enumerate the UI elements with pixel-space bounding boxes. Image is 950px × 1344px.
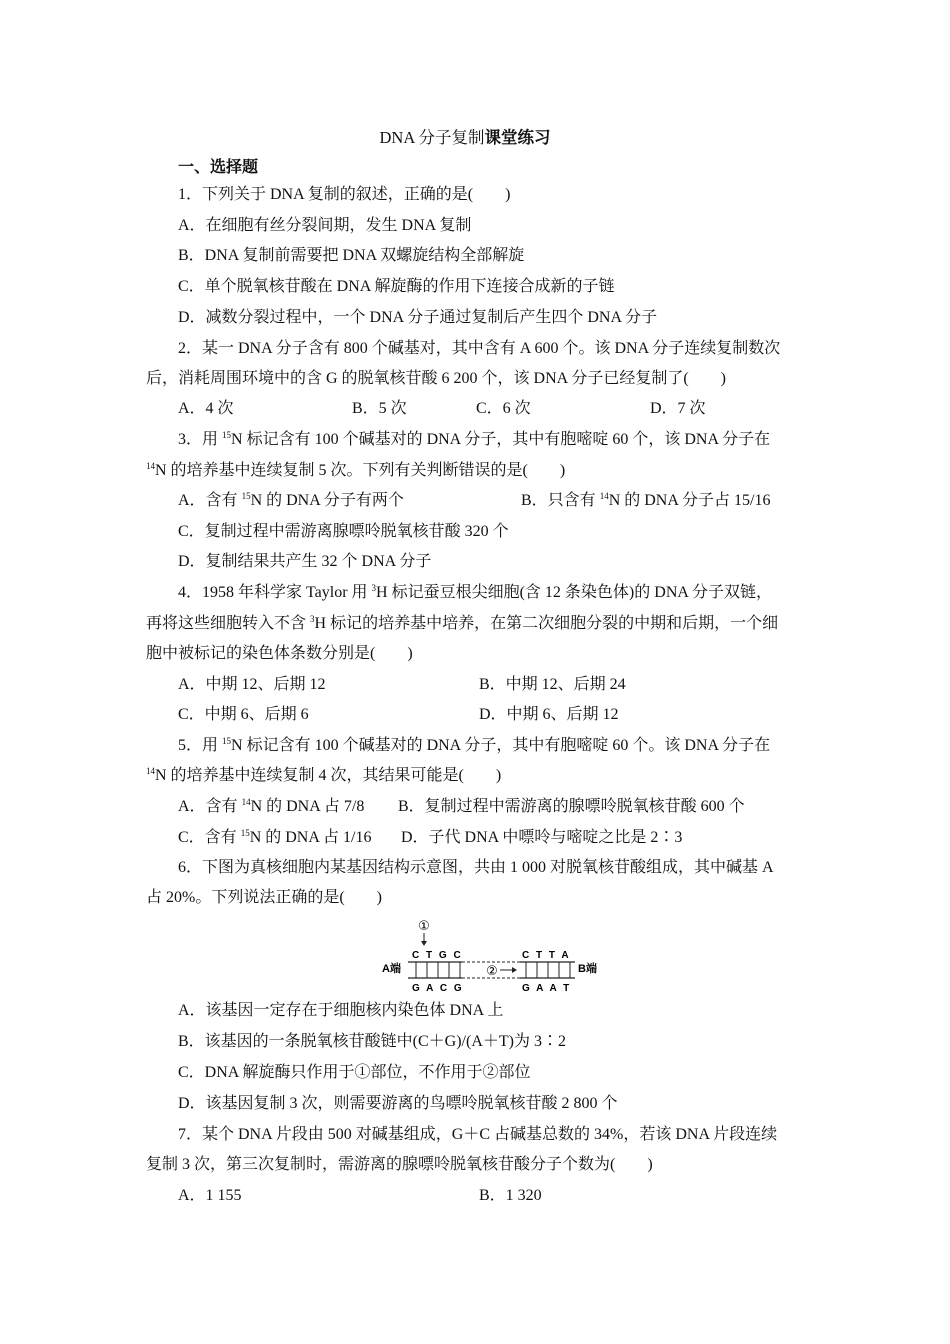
- q3-stem-line1: 3．用 $^{15}$N 标记含有 100 个碱基对的 DNA 分子，其中有胞嘧啶 60 个，该 DNA 分子在: [178, 430, 771, 448]
- q1-stem: 1．下列关于 DNA 复制的叙述，正确的是( ): [178, 186, 511, 203]
- q4-option-d: D．中期 6、后期 12: [479, 706, 619, 723]
- q6-option-d: D．该基因复制 3 次，则需要游离的鸟嘌呤脱氧核苷酸 2 800 个: [178, 1095, 618, 1112]
- top-strand-left-bases: C T G C: [412, 950, 463, 961]
- bottom-strand-right-bases: G A A T: [522, 983, 572, 994]
- q4-option-c: C．中期 6、后期 6: [178, 706, 309, 723]
- q5-option-d: D．子代 DNA 中嘌呤与嘧啶之比是 2∶3: [401, 829, 683, 846]
- q5-option-a: A．含有 $^{14}$N 的 DNA 占 7/8: [178, 797, 365, 815]
- gene-structure-diagram: [380, 916, 605, 994]
- q2-option-d: D．7 次: [650, 400, 706, 417]
- q2-option-a: A．4 次: [178, 400, 234, 417]
- bottom-strand-left-bases: G A C G: [412, 983, 464, 994]
- title-bold: 课堂练习: [484, 128, 551, 147]
- q6-stem-line2: 占 20%。下列说法正确的是( ): [146, 889, 382, 906]
- q5-stem-line2: $^{14}$N 的培养基中连续复制 4 次，其结果可能是( ): [146, 766, 502, 784]
- q7-stem-line1: 7．某个 DNA 片段由 500 对碱基组成，G＋C 占碱基总数的 34%，若该 DNA 片段连续: [178, 1126, 778, 1143]
- q1-option-d: D．减数分裂过程中，一个 DNA 分子通过复制后产生四个 DNA 分子: [178, 309, 658, 326]
- q5-option-c: C．含有 $^{15}$N 的 DNA 占 1/16: [178, 828, 372, 846]
- end-a-label: A端: [382, 963, 401, 975]
- marker-1-label: ①: [418, 918, 430, 933]
- q6-option-b: B．该基因的一条脱氧核苷酸链中(C＋G)/(A＋T)为 3∶2: [178, 1033, 566, 1050]
- q2-option-c: C．6 次: [476, 400, 531, 417]
- q7-stem-line2: 复制 3 次，第三次复制时，需游离的腺嘌呤脱氧核苷酸分子个数为( ): [146, 1156, 653, 1173]
- q2-stem-line2: 后，消耗周围环境中的含 G 的脱氧核苷酸 6 200 个，该 DNA 分子已经复制了( ): [146, 370, 726, 387]
- q2-option-b: B．5 次: [352, 400, 407, 417]
- q6-option-a: A．该基因一定存在于细胞核内染色体 DNA 上: [178, 1002, 504, 1019]
- section-heading: 一、选择题: [178, 159, 259, 176]
- q3-option-a: A．含有 $^{15}$N 的 DNA 分子有两个: [178, 491, 404, 509]
- q4-option-b: B．中期 12、后期 24: [479, 676, 626, 693]
- q1-option-a: A．在细胞有丝分裂间期，发生 DNA 复制: [178, 217, 472, 234]
- q6-stem-line1: 6．下图为真核细胞内某基因结构示意图，共由 1 000 对脱氧核苷酸组成，其中碱基 A: [178, 859, 774, 876]
- q3-option-c: C．复制过程中需游离腺嘌呤脱氧核苷酸 320 个: [178, 523, 509, 540]
- q4-stem-line3: 胞中被标记的染色体条数分别是( ): [146, 645, 413, 662]
- marker-2-label: ②: [486, 963, 498, 978]
- q7-option-b: B．1 320: [479, 1187, 542, 1204]
- top-strand-right-bases: C T T A: [522, 950, 571, 961]
- q4-stem-line2: 再将这些细胞转入不含 $^3$H 标记的培养基中培养，在第二次细胞分裂的中期和后期，一个细: [146, 614, 779, 632]
- q1-option-c: C．单个脱氧核苷酸在 DNA 解旋酶的作用下连接合成新的子链: [178, 278, 615, 295]
- q2-stem-line1: 2．某一 DNA 分子含有 800 个碱基对，其中含有 A 600 个。该 DNA 分子连续复制数次: [178, 340, 781, 357]
- q1-option-b: B．DNA 复制前需要把 DNA 双螺旋结构全部解旋: [178, 247, 525, 264]
- q6-option-c: C．DNA 解旋酶只作用于①部位，不作用于②部位: [178, 1064, 531, 1081]
- q5-option-b: B．复制过程中需游离的腺嘌呤脱氧核苷酸 600 个: [398, 798, 745, 815]
- title-plain: DNA 分子复制: [379, 128, 485, 147]
- q4-stem-line1: 4．1958 年科学家 Taylor 用 $^3$H 标记蚕豆根尖细胞(含 12 条染色体)的 DNA 分子双链，: [178, 583, 773, 601]
- page-title: [0, 124, 930, 148]
- q7-option-a: A．1 155: [178, 1187, 242, 1204]
- q5-stem-line1: 5．用 $^{15}$N 标记含有 100 个碱基对的 DNA 分子，其中有胞嘧啶 60 个。该 DNA 分子在: [178, 736, 771, 754]
- q3-option-d: D．复制结果共产生 32 个 DNA 分子: [178, 553, 432, 570]
- q4-option-a: A．中期 12、后期 12: [178, 676, 326, 693]
- end-b-label: B端: [578, 963, 597, 975]
- q3-option-b: B．只含有 $^{14}$N 的 DNA 分子占 15/16: [521, 491, 771, 509]
- q3-stem-line2: $^{14}$N 的培养基中连续复制 5 次。下列有关判断错误的是( ): [146, 461, 566, 479]
- marker-2-arrow-head: [512, 967, 517, 973]
- marker-1-arrow-head: [421, 941, 427, 946]
